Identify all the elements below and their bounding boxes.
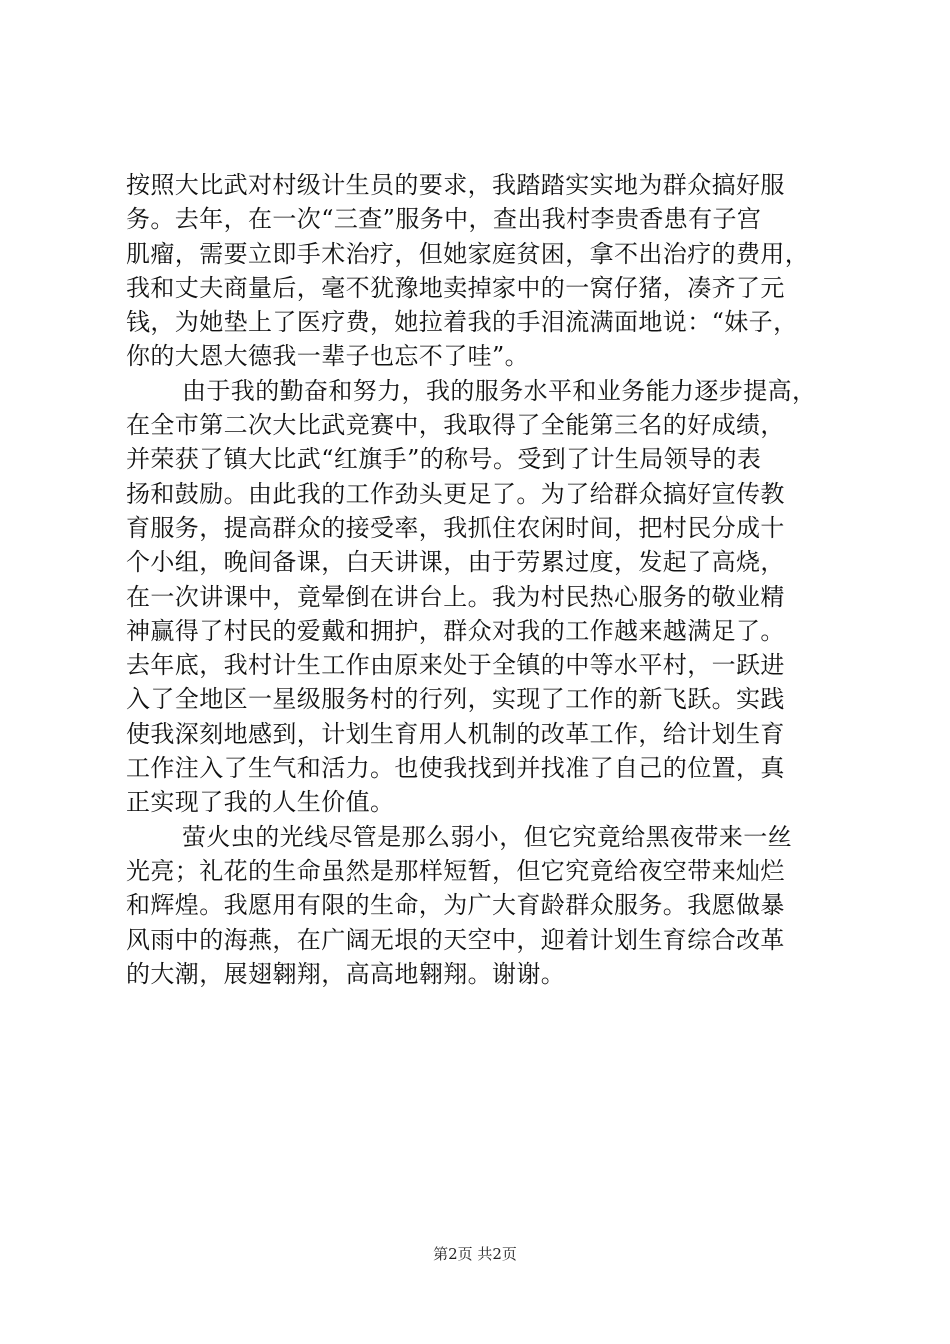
text-line: 育服务，提高群众的接受率，我抓住农闲时间，把村民分成十 bbox=[126, 513, 785, 542]
text-line: 按照大比武对村级计生员的要求，我踏踏实实地为群众搞好服 bbox=[126, 171, 785, 199]
text-line: 入了全地区一星级服务村的行列，实现了工作的新飞跃。实践 bbox=[126, 685, 785, 714]
paragraph bbox=[126, 168, 838, 374]
text-line: 工作注入了生气和活力。也使我找到并找准了自己的位置，真 bbox=[126, 754, 785, 783]
text-line: 在一次讲课中，竟晕倒在讲台上。我为村民热心服务的敬业精 bbox=[126, 582, 785, 611]
text-line: 个小组，晚间备课，白天讲课，由于劳累过度，发起了高烧， bbox=[126, 548, 785, 577]
text-line: 神赢得了村民的爱戴和拥护，群众对我的工作越来越满足了。 bbox=[126, 616, 785, 645]
text-line: 钱，为她垫上了医疗费，她拉着我的手泪流满面地说：“妹子， bbox=[126, 308, 798, 337]
document-body bbox=[126, 168, 838, 991]
text-line: 并荣获了镇大比武“红旗手”的称号。受到了计生局领导的表 bbox=[126, 445, 762, 474]
text-line: 我和丈夫商量后，毫不犹豫地卖掉家中的一窝仔猪，凑齐了元 bbox=[126, 273, 785, 302]
text-line: 风雨中的海燕，在广阔无垠的天空中，迎着计划生育综合改革 bbox=[126, 925, 785, 954]
text-line: 使我深刻地感到，计划生育用人机制的改革工作，给计划生育 bbox=[126, 719, 785, 748]
text-line: 务。去年，在一次“三查”服务中，查出我村李贵香患有子宫 bbox=[126, 205, 762, 234]
paragraph bbox=[126, 820, 838, 991]
text-line: 萤火虫的光线尽管是那么弱小，但它究竟给黑夜带来一丝 bbox=[182, 822, 792, 851]
page-number-footer: 第2页 共2页 bbox=[433, 1245, 517, 1263]
text-line: 的大潮，展翅翱翔，高高地翱翔。谢谢。 bbox=[126, 959, 566, 988]
text-line: 肌瘤，需要立即手术治疗，但她家庭贫困，拿不出治疗的费用， bbox=[126, 239, 810, 268]
text-line: 在全市第二次大比武竞赛中，我取得了全能第三名的好成绩， bbox=[126, 411, 785, 440]
text-line: 你的大恩大德我一辈子也忘不了哇”。 bbox=[126, 342, 530, 371]
text-line: 扬和鼓励。由此我的工作劲头更足了。为了给群众搞好宣传教 bbox=[126, 479, 785, 508]
text-line: 由于我的勤奋和努力，我的服务水平和业务能力逐步提高， bbox=[182, 376, 817, 405]
text-line: 正实现了我的人生价值。 bbox=[126, 788, 395, 817]
paragraph bbox=[126, 374, 838, 820]
text-line: 和辉煌。我愿用有限的生命，为广大育龄群众服务。我愿做暴 bbox=[126, 891, 785, 920]
text-line: 光亮；礼花的生命虽然是那样短暂，但它究竟给夜空带来灿烂 bbox=[126, 856, 785, 885]
text-line: 去年底，我村计生工作由原来处于全镇的中等水平村，一跃进 bbox=[126, 651, 785, 680]
